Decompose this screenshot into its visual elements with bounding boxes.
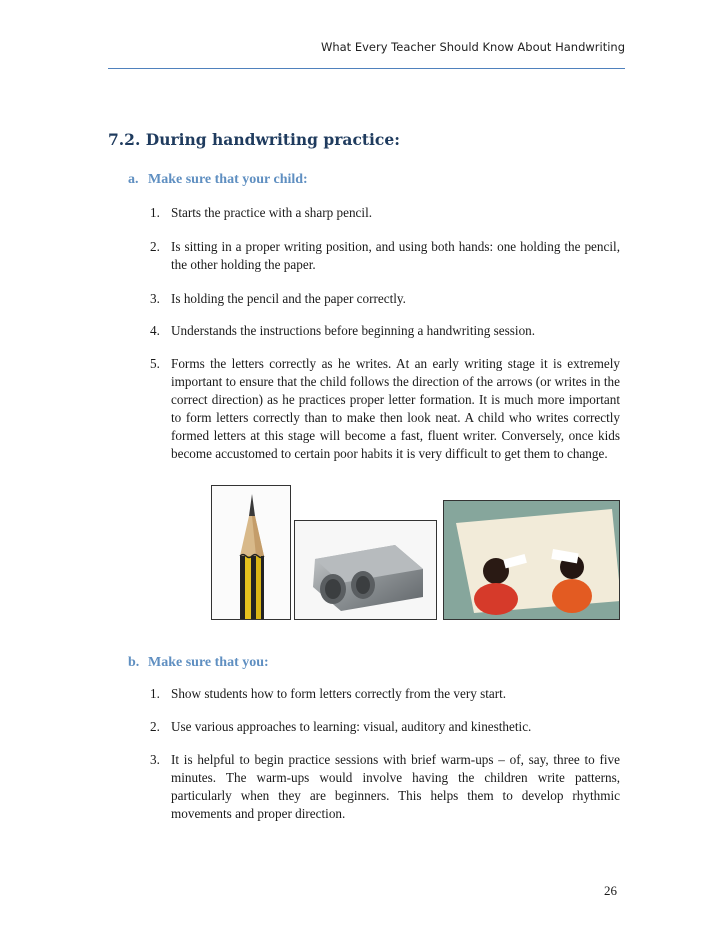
subheading-a-text: Make sure that your child:: [148, 172, 308, 187]
children-writing-icon: [444, 501, 620, 620]
subheading-b: [128, 655, 269, 671]
list-a-item-3-text: Is holding the pencil and the paper correctly.: [171, 291, 406, 306]
list-b-item-3-number: 3.: [150, 752, 160, 767]
list-a-item-1: [150, 204, 620, 222]
list-a-item-4-text: Understands the instructions before beginning a handwriting session.: [171, 323, 536, 338]
pencil-icon: [212, 486, 291, 620]
list-a-item-4-number: 4.: [150, 323, 160, 338]
list-a-item-5: [150, 355, 620, 463]
pencil-photo: [211, 485, 291, 620]
list-b-item-2-number: 2.: [150, 719, 160, 734]
subheading-a-letter: a.: [128, 172, 139, 187]
list-a-item-5-text: Forms the letters correctly as he writes. At an early writing stage it is extremely important to ensure that the child follows the direction of the arrows (or writes in the correct direction) as he practices proper letter formation. It is much more important to form letters correctly than to make then look neat. A child who writes correctly formed letters at this stage will become a fast, fluent writer. Conversely, once kids become accustomed to certain poor habits it is very difficult to get them to change.: [171, 356, 620, 461]
list-a-item-3-number: 3.: [150, 291, 160, 306]
children-writing-photo: [443, 500, 620, 620]
subheading-b-text: Make sure that you:: [148, 655, 269, 670]
list-b-item-3-text: It is helpful to begin practice sessions with brief warm-ups – of, say, three to five minutes. The warm-ups would involve having the children write patterns, particularly when they are beginners. This helps them to develop rhythmic movements and proper direction.: [171, 752, 620, 821]
list-a-item-2-number: 2.: [150, 239, 160, 254]
subheading-b-letter: b.: [128, 655, 140, 670]
list-b-item-2: [150, 718, 620, 736]
sharpener-photo: [294, 520, 437, 620]
list-a-item-2: [150, 238, 620, 274]
page-number: 26: [604, 883, 617, 898]
running-header: What Every Teacher Should Know About Handwriting: [320, 40, 625, 54]
subheading-a: [128, 172, 308, 188]
list-a-item-2-text: Is sitting in a proper writing position, and using both hands: one holding the pencil, the other holding the paper.: [171, 239, 620, 272]
sharpener-icon: [295, 521, 437, 620]
list-a-item-1-text: Starts the practice with a sharp pencil.: [171, 205, 373, 220]
list-b-item-2-text: Use various approaches to learning: visual, auditory and kinesthetic.: [171, 719, 532, 734]
list-a-item-5-number: 5.: [150, 356, 160, 371]
list-a-item-1-number: 1.: [150, 205, 160, 220]
list-b-item-1-text: Show students how to form letters correctly from the very start.: [171, 686, 507, 701]
list-a-item-3: [150, 290, 620, 308]
list-b-item-1-number: 1.: [150, 686, 160, 701]
list-b-item-3: [150, 751, 620, 823]
list-b-item-1: [150, 685, 620, 703]
section-title: 7.2. During handwriting practice:: [108, 130, 400, 149]
list-a-item-4: [150, 322, 620, 340]
header-rule: [108, 68, 625, 69]
